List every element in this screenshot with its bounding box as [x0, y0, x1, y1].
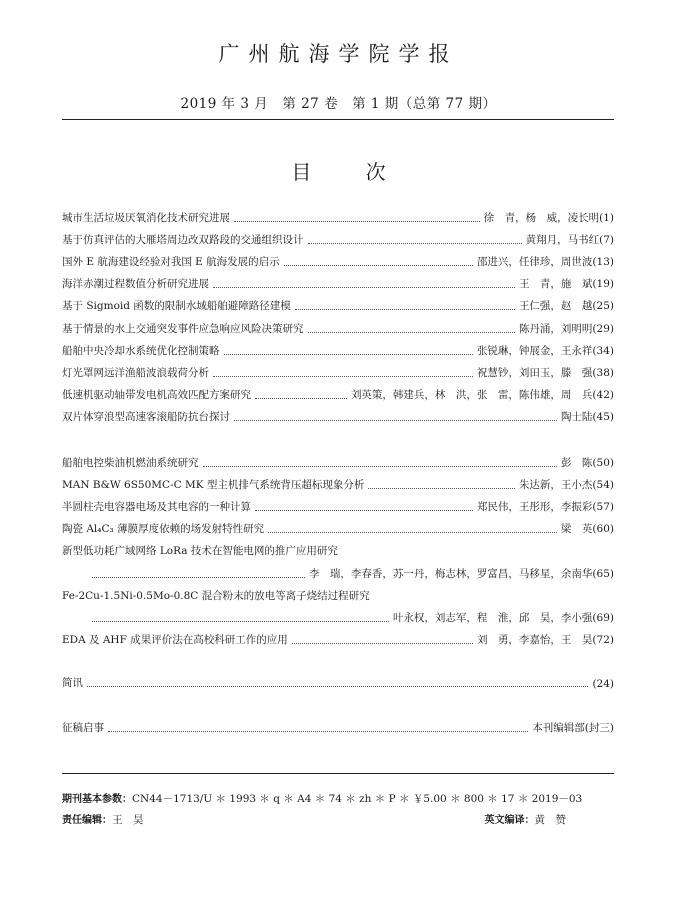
toc-entry[interactable]	[62, 380, 614, 402]
entry-title: 基于情景的水上交通突发事件应急响应风险决策研究	[62, 322, 304, 335]
leader-dots	[87, 686, 588, 687]
toc-entry[interactable]	[62, 336, 614, 358]
entry-title: 海洋赤潮过程数值分析研究进展	[62, 278, 209, 291]
leader-dots	[213, 287, 515, 288]
leader-dots	[284, 265, 473, 266]
entry-authors-page: 黄翔月，马书红(7)	[525, 234, 614, 247]
entry-authors-page: 王仁强，赵 越(25)	[518, 300, 614, 313]
toc-entry[interactable]	[62, 402, 614, 424]
entry-title: 基于仿真评估的大雁塔周边改双路段的交通组织设计	[62, 234, 304, 247]
toc-entry[interactable]	[62, 448, 614, 470]
toc-entry[interactable]	[62, 203, 614, 225]
journal-title: 广州航海学院学报	[218, 42, 459, 66]
entry-authors-page: 叶永权，刘志军，程 淮，邱 昊，李小强(69)	[392, 611, 614, 624]
toc-entry[interactable]	[62, 313, 614, 335]
leader-dots	[213, 376, 473, 377]
entry-title: 征稿启事	[62, 722, 104, 735]
entry-authors-page: 张锐琳，钟展金，王永祥(34)	[476, 344, 614, 357]
entry-title: 灯光罩网远洋渔船波浪载荷分析	[62, 366, 209, 379]
leader-dots	[308, 332, 515, 333]
leader-dots	[224, 354, 473, 355]
leader-dots	[368, 488, 515, 489]
entry-title: 半圆柱壳电容器电场及其电容的一种计算	[62, 501, 251, 514]
entry-title: 简讯	[62, 677, 83, 690]
leader-dots	[268, 532, 557, 533]
entry-title: MAN B&W 6S50MC-C MK 型主机排气系统背压超标现象分析	[62, 479, 365, 492]
entry-title: 城市生活垃圾厌氧消化技术研究进展	[62, 212, 230, 225]
entry-authors-page: 刘 勇，李嘉怡，王 昊(72)	[476, 633, 614, 646]
toc-heading: 目 次	[291, 160, 386, 184]
entry-authors-page: 朱达新，王小杰(54)	[518, 479, 614, 492]
toc-entry[interactable]	[62, 625, 614, 647]
entry-title: 双片体穿浪型高速客滚船防抗台探讨	[62, 410, 230, 423]
entry-authors-page: 徐 青，杨 威，凌长明(1)	[483, 212, 614, 225]
leader-dots	[92, 577, 305, 578]
toc-entry-title-line[interactable]	[62, 581, 614, 603]
leader-dots	[234, 420, 557, 421]
entry-title: 船舶电控柴油机燃油系统研究	[62, 457, 199, 470]
entry-authors-page: 李 瑞，李春香，苏一丹，梅志林，罗富昌，马移星，余南华(65)	[308, 567, 614, 580]
entry-authors-page: (24)	[592, 678, 614, 691]
editor-block	[62, 811, 144, 827]
leader-dots	[108, 731, 528, 732]
entry-title: 低速机驱动轴带发电机高效匹配方案研究	[62, 388, 251, 401]
toc-entry[interactable]	[62, 269, 614, 291]
toc-entry-continuation[interactable]	[62, 603, 614, 625]
toc-entry[interactable]	[62, 291, 614, 313]
editor-label: 责任编辑：	[62, 815, 112, 826]
entry-authors-page: 刘英策，韩建兵，林 洪，张 雷，陈伟雄，周 兵(42)	[350, 388, 614, 401]
editor-value: 王 昊	[112, 814, 144, 826]
entry-authors-page: 王 青，施 斌(19)	[518, 278, 614, 291]
entry-title: 基于 Sigmoid 函数的限制水域船舶避障路径建模	[62, 300, 291, 313]
params-value: CN44－1713/U ＊ 1993 ＊ q ＊ A4 ＊ 74 ＊ zh ＊ P ＊ ￥5.00 ＊ 800 ＊ 17 ＊ 2019－03	[132, 793, 583, 805]
entry-authors-page: 彭 陈(50)	[560, 457, 614, 470]
footer-editors	[62, 811, 614, 827]
entry-title: 国外 E 航海建设经验对我国 E 航海发展的启示	[62, 256, 280, 269]
en-editor-value: 黄 赞	[534, 814, 566, 826]
leader-dots	[255, 510, 473, 511]
entry-title: Fe-2Cu-1.5Ni-0.5Mo-0.8C 混合粉末的放电等离子烧结过程研究	[62, 589, 370, 602]
toc-group-2	[62, 448, 614, 647]
entry-authors-page: 陈丹涌，刘明明(29)	[518, 322, 614, 335]
entry-authors-page: 梁 英(60)	[560, 523, 614, 536]
leader-dots	[292, 643, 473, 644]
toc-entry[interactable]	[62, 492, 614, 514]
leader-dots	[295, 309, 515, 310]
issue-line: 2019 年 3 月 第 27 卷 第 1 期（总第 77 期）	[180, 96, 497, 112]
entry-title: EDA 及 AHF 成果评价法在高校科研工作的应用	[62, 633, 288, 646]
toc-entry[interactable]	[62, 470, 614, 492]
leader-dots	[255, 398, 347, 399]
leader-dots	[92, 621, 389, 622]
toc-entry[interactable]	[62, 668, 614, 690]
params-label: 期刊基本参数：	[62, 794, 132, 805]
toc-misc-1	[62, 668, 614, 690]
toc-entry[interactable]	[62, 514, 614, 536]
entry-title: 新型低功耗广域网络 LoRa 技术在智能电网的推广应用研究	[62, 545, 338, 558]
footer-params	[62, 790, 614, 806]
entry-authors-page: 郑民伟，王彤形，李振彩(57)	[476, 501, 614, 514]
en-editor-block	[485, 811, 567, 827]
entry-authors-page: 邵进兴，任律珍，周世波(13)	[476, 256, 614, 269]
entry-authors-page: 本刊编辑部(封三)	[532, 722, 614, 735]
toc-entry-title-line[interactable]	[62, 536, 614, 558]
toc-entry[interactable]	[62, 358, 614, 380]
entry-authors-page: 祝慧钞，刘田玉，滕 强(38)	[476, 366, 614, 379]
leader-dots	[203, 466, 557, 467]
entry-title: 陶瓷 Al₄C₃ 薄膜厚度依赖的场发射特性研究	[62, 523, 265, 536]
en-editor-label: 英文编译：	[484, 815, 535, 826]
toc-misc-2	[62, 713, 614, 735]
entry-title: 船舶中央冷却水系统优化控制策略	[62, 344, 220, 357]
toc-group-1	[62, 203, 614, 424]
leader-dots	[234, 221, 480, 222]
header-divider	[62, 119, 614, 120]
toc-entry[interactable]	[62, 225, 614, 247]
toc-entry[interactable]	[62, 713, 614, 735]
toc-entry[interactable]	[62, 247, 614, 269]
leader-dots	[308, 243, 522, 244]
footer-divider	[62, 773, 614, 774]
toc-entry-continuation[interactable]	[62, 558, 614, 580]
entry-authors-page: 陶士陆(45)	[560, 410, 614, 423]
